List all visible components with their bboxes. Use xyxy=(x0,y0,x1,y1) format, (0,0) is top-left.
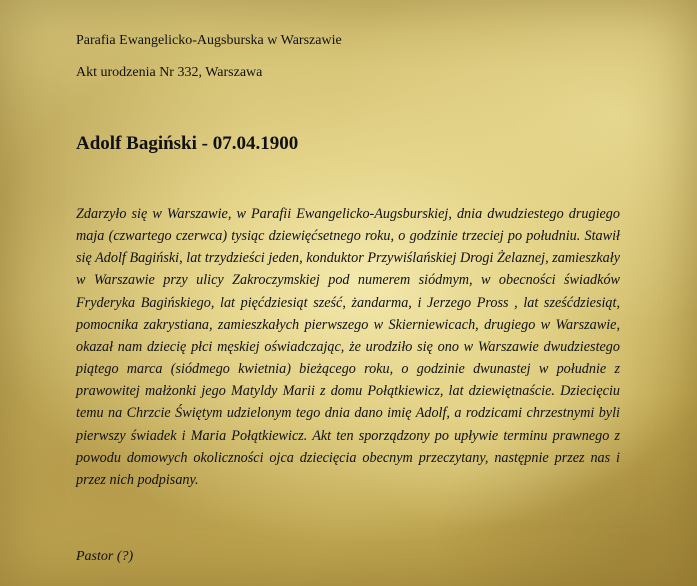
record-number: Akt urodzenia Nr 332, Warszawa xyxy=(76,65,263,80)
signature-line: Pastor (?) xyxy=(76,549,134,564)
birth-record-text: Zdarzyło się w Warszawie, w Parafii Ewangelicko-Augsburskiej, dnia dwudziestego drugiego maja (czwartego czerwca) tysiąc dziewięćsetnego roku, o godzinie trzeciej po południu. Stawił się Adolf Bagiński, lat trzydzieści jeden, konduktor Przywiślańskiej Drogi Żelaznej, zamieszkały w Warszawie przy ulicy Zakroczymskiej pod numerem siódmym, w obecności świadków Fryderyka Bagińskiego, lat pięćdziesiąt sześć, żandarma, i Jerzego Pross , lat sześćdziesiąt, pomocnika zakrystiana, zamieszkałych pierwszego w Skierniewicach, drugiego w Warszawie, okazał nam dziecię płci męskiej oświadczając, że urodziło się ono w Warszawie dwudziestego piątego marca (siódmego kwietnia) bieżącego roku, o godzinie dwunastej w południe z prawowitej małżonki jego Matyldy Marii z domu Połątkiewicz, lat dziewiętnaście. Dziecięciu temu na Chrzcie Świętym udzielonym tego dnia dano imię Adolf, a rodzicami chrzestnymi byli pierwszy świadek i Maria Połątkiewicz. Akt ten sporządzony po upływie terminu prawnego z powodu domowych okoliczności ojca dziecięcia obecnym przeczytany, następnie przez nas i przez nich podpisany. xyxy=(76,206,620,488)
document-title: Adolf Bagiński - 07.04.1900 xyxy=(76,133,299,154)
parish-name: Parafia Ewangelicko-Augsburska w Warszawie xyxy=(76,33,342,48)
